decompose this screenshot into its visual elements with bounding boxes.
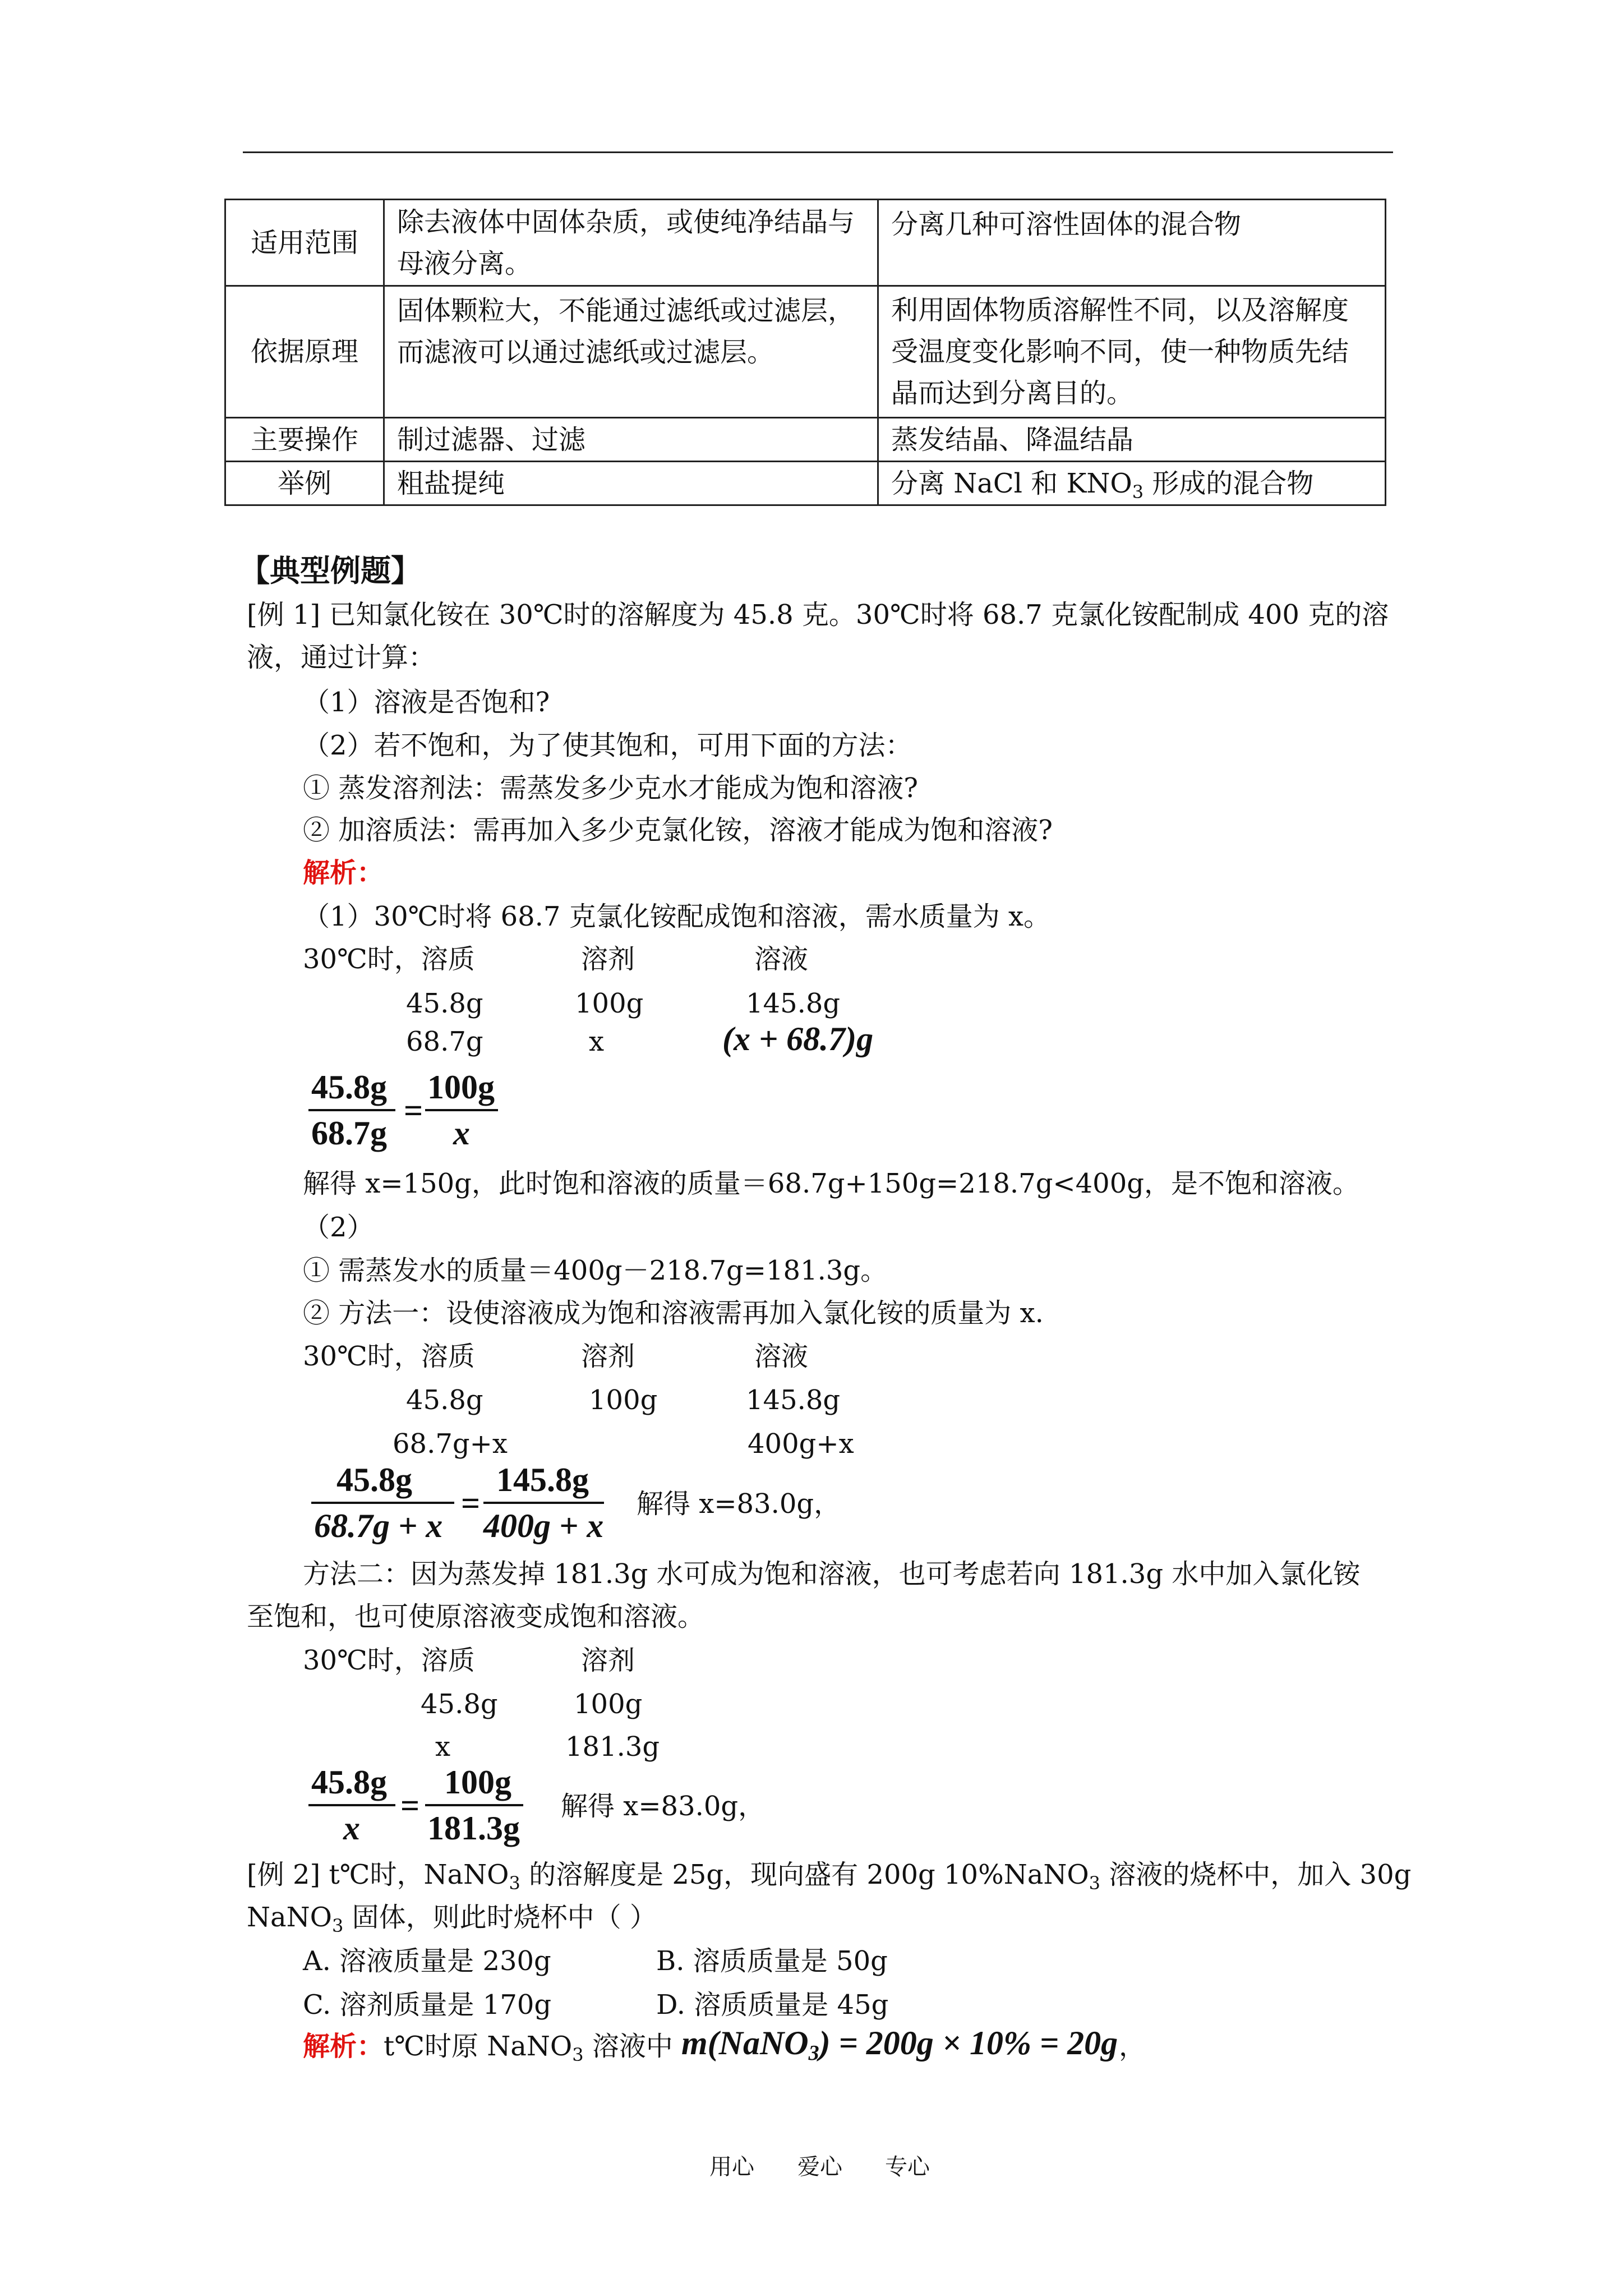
table-cell: 利用固体物质溶解性不同，以及溶解度受温度变化影响不同，使一种物质先结晶而达到分离目的。	[878, 286, 1386, 418]
value: 145.8g	[746, 988, 841, 1019]
value: 100g	[589, 1384, 658, 1416]
comparison-table	[224, 199, 1386, 506]
method2-line1: 方法二：因为蒸发掉 181.3g 水可成为饱和溶液，也可考虑若向 181.3g 水中加入氯化铵	[303, 1558, 1361, 1590]
section-title: 【典型例题】	[239, 553, 421, 588]
fraction-denominator: 400g + x	[483, 1507, 604, 1544]
equals-sign: =	[404, 1092, 423, 1129]
question-2a: ① 蒸发溶剂法：需蒸发多少克水才能成为饱和溶液?	[303, 772, 918, 804]
solution-line: ② 方法一：设使溶液成为饱和溶液需再加入氯化铵的质量为 x.	[303, 1297, 1044, 1329]
table-header-solute: 30℃时，溶质	[303, 1341, 475, 1372]
analysis-label: 解析：	[303, 857, 384, 889]
question-2b: ② 加溶质法：需再加入多少克氯化铵，溶液才能成为饱和溶液?	[303, 815, 1053, 846]
table-cell: 举例	[225, 462, 384, 505]
example1-line2: 液，通过计算：	[247, 642, 436, 673]
table-cell: 适用范围	[225, 200, 384, 286]
table-row	[225, 286, 1386, 418]
table-cell: 分离 NaCl 和 $KNO_3$ 形成的混合物	[878, 462, 1386, 505]
value: 68.7g	[406, 1026, 483, 1057]
fraction-numerator: 100g	[444, 1764, 511, 1801]
math-expression: (x + 68.7)g	[722, 1020, 874, 1057]
table-cell: 主要操作	[225, 418, 384, 462]
option-d: D. 溶质质量是 45g	[656, 1989, 889, 2021]
fraction-denominator: 68.7g + x	[314, 1507, 443, 1544]
math-expression: m(NaNO$_3$) = 200g × 10% = 20g	[681, 2024, 1118, 2065]
question-1: （1）溶液是否饱和?	[303, 687, 550, 718]
option-c: C. 溶剂质量是 170g	[303, 1989, 552, 2021]
value: 45.8g	[421, 1688, 498, 1720]
equals-sign: =	[400, 1787, 420, 1824]
table-header-solute: 30℃时，溶质	[303, 944, 475, 975]
value: 68.7g+x	[393, 1428, 508, 1460]
solution-result: 解得 x=83.0g，	[561, 1791, 766, 1822]
footer-text: 用心	[709, 2154, 754, 2180]
fraction-denominator: 181.3g	[427, 1810, 520, 1847]
table-row	[225, 200, 1386, 286]
fraction-denominator: 68.7g	[311, 1115, 387, 1152]
analysis-label: 解析：	[303, 2031, 384, 2062]
solution-line: （2）	[303, 1212, 374, 1243]
fraction-numerator: 145.8g	[496, 1461, 589, 1498]
value: 400g+x	[748, 1428, 854, 1460]
analysis-line: 解析：t℃时原 NaNO$_3$ 溶液中	[303, 2031, 673, 2065]
table-cell: 除去液体中固体杂质，或使纯净结晶与母液分离。	[384, 200, 878, 286]
fraction-numerator: 45.8g	[311, 1069, 387, 1106]
example1-line1: [例 1] 已知氯化铵在 30℃时的溶解度为 45.8 克。30℃时将 68.7 克氯化铵配制成 400 克的溶	[247, 599, 1389, 631]
value: 145.8g	[746, 1384, 841, 1416]
fraction-numerator: 45.8g	[336, 1461, 412, 1498]
table-cell: 分离几种可溶性固体的混合物	[878, 200, 1386, 286]
table-cell: 蒸发结晶、降温结晶	[878, 418, 1386, 462]
fraction-denominator: x	[343, 1810, 360, 1847]
value: 45.8g	[406, 1384, 483, 1416]
table-cell: 粗盐提纯	[384, 462, 878, 505]
solution-line: （1）30℃时将 68.7 克氯化铵配成饱和溶液，需水质量为 x。	[303, 901, 1051, 932]
fraction-denominator: x	[453, 1115, 470, 1152]
table-row	[225, 462, 1386, 505]
equals-sign: =	[461, 1485, 481, 1522]
table-header-solvent: 溶剂	[581, 944, 635, 975]
table-row	[225, 418, 1386, 462]
table-header-solution: 溶液	[754, 1341, 809, 1372]
value: 45.8g	[406, 988, 483, 1019]
option-b: B. 溶质质量是 50g	[656, 1945, 888, 1977]
table-header-solute: 30℃时，溶质	[303, 1645, 475, 1676]
header-rule	[243, 151, 1393, 153]
value: x	[435, 1731, 451, 1763]
solution-line: 解得 x=150g，此时饱和溶液的质量＝68.7g+150g=218.7g<400g，是不饱和溶液。	[303, 1168, 1359, 1199]
value: 100g	[575, 988, 644, 1019]
table-cell: 依据原理	[225, 286, 384, 418]
option-a: A. 溶液质量是 230g	[303, 1945, 551, 1977]
example2-line1: [例 2] t℃时，NaNO$_3$ 的溶解度是 25g，现向盛有 200g 10%NaNO$_3$ 溶液的烧杯中，加入 30g	[247, 1859, 1412, 1894]
footer-text: 爱心	[797, 2154, 842, 2180]
punctuation: ，	[1119, 2031, 1146, 2062]
table-header-solution: 溶液	[754, 944, 809, 975]
table-header-solvent: 溶剂	[581, 1645, 635, 1676]
footer-text: 专心	[885, 2154, 930, 2180]
value: x	[589, 1026, 605, 1057]
value: 181.3g	[565, 1731, 660, 1763]
table-cell: 制过滤器、过滤	[384, 418, 878, 462]
table-cell: 固体颗粒大，不能通过滤纸或过滤层，而滤液可以通过滤纸或过滤层。	[384, 286, 878, 418]
table-header-solvent: 溶剂	[581, 1341, 635, 1372]
fraction-numerator: 45.8g	[311, 1764, 387, 1801]
fraction-numerator: 100g	[427, 1069, 495, 1106]
example2-line2: NaNO$_3$ 固体，则此时烧杯中（ ）	[247, 1902, 657, 1936]
solution-line: ① 需蒸发水的质量＝400g－218.7g=181.3g。	[303, 1255, 888, 1286]
question-2: （2）若不饱和，为了使其饱和，可用下面的方法：	[303, 730, 912, 761]
method2-line2: 至饱和，也可使原溶液变成饱和溶液。	[247, 1601, 705, 1632]
value: 100g	[574, 1688, 643, 1720]
solution-result: 解得 x=83.0g，	[637, 1488, 841, 1520]
